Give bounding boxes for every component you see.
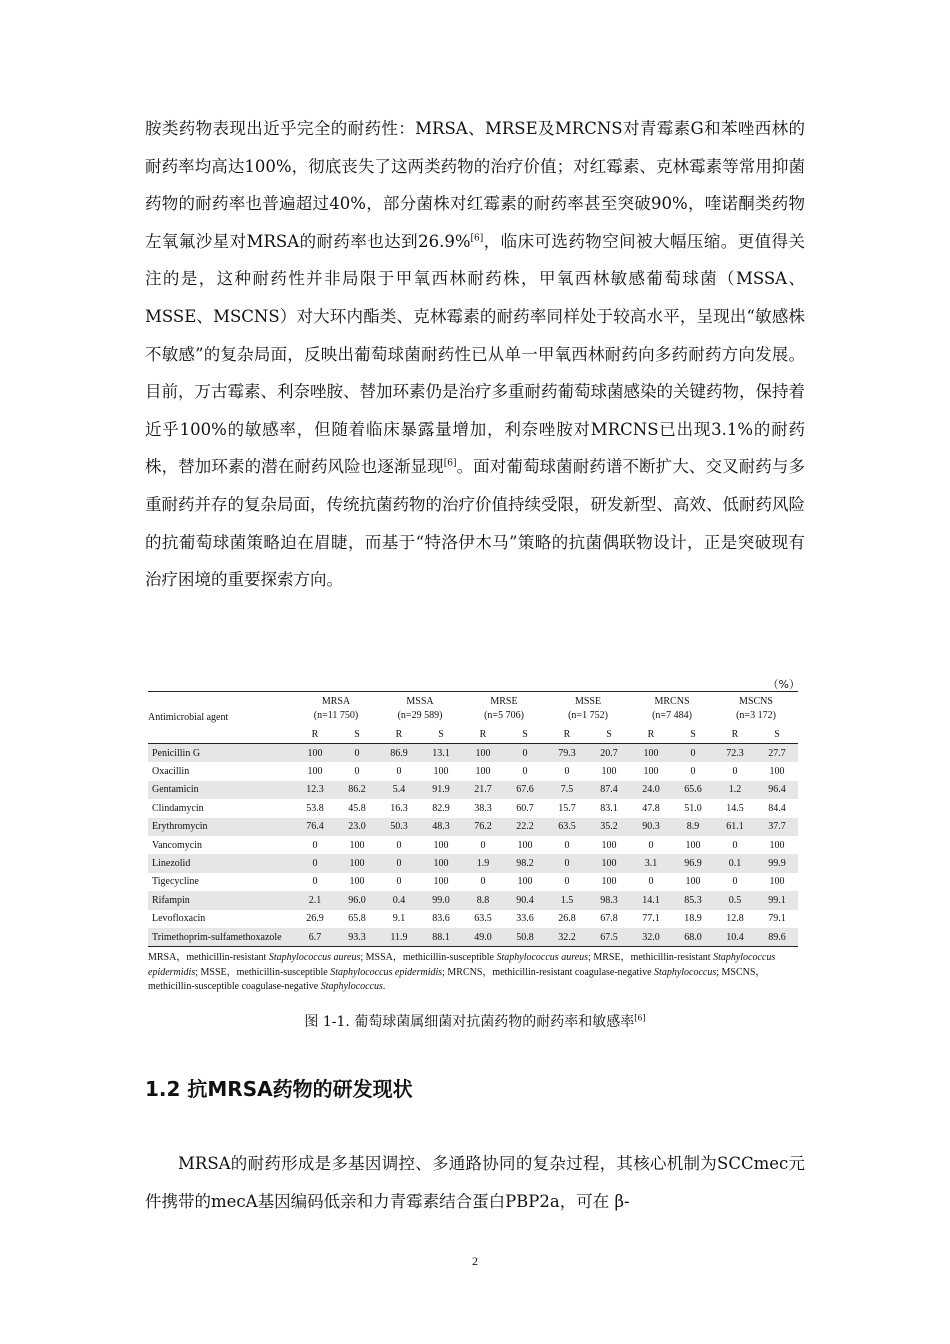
resistance-rate-cell: 0 <box>546 854 588 872</box>
susceptibility-rate-cell: 88.1 <box>420 928 462 947</box>
susceptibility-rate-cell: 100 <box>433 876 449 888</box>
susceptibility-rate-cell: 99.1 <box>756 891 798 909</box>
susceptibility-rate-cell: 51.0 <box>684 802 702 814</box>
resistance-rate-cell: 7.5 <box>546 781 588 799</box>
susceptibility-rate-cell: 100 <box>769 766 785 778</box>
group-header: MRSA (n=11 750) <box>313 696 359 721</box>
resistance-rate-cell: 63.5 <box>474 913 492 925</box>
susceptibility-rate-cell: 96.9 <box>672 854 714 872</box>
susceptibility-rate-cell: 20.7 <box>588 744 630 763</box>
susceptibility-rate-cell: 67.5 <box>588 928 630 947</box>
resistance-rate-cell: 0.4 <box>378 891 420 909</box>
resistance-rate-cell: 10.4 <box>714 928 756 947</box>
resistance-rate-cell: 0 <box>732 839 738 851</box>
figure-caption: 图 1-1. 葡萄球菌属细菌对抗菌药物的耐药率和敏感率[6] <box>304 1013 646 1030</box>
citation-ref[interactable]: [6] <box>443 458 457 469</box>
resistance-rate-cell: 3.1 <box>630 854 672 872</box>
resistance-rate-cell: 72.3 <box>714 744 756 763</box>
resistance-rate-cell: 0 <box>480 839 486 851</box>
resistance-rate-cell: 100 <box>643 766 659 778</box>
susceptibility-rate-cell: 100 <box>685 839 701 851</box>
susceptibility-rate-cell: 23.0 <box>336 818 378 836</box>
susceptibility-rate-cell: 65.8 <box>348 913 366 925</box>
resistance-rate-cell: 6.7 <box>294 928 336 947</box>
resistance-rate-cell: 1.9 <box>462 854 504 872</box>
r-header: R <box>378 726 420 744</box>
agent-name: Erythromycin <box>148 818 294 836</box>
table-row <box>148 744 798 763</box>
susceptibility-rate-cell: 98.3 <box>588 891 630 909</box>
table-unit: （%） <box>767 678 800 691</box>
agent-name: Trimethoprim-sulfamethoxazole <box>148 928 294 947</box>
paragraph-text: 胺类药物表现出近乎完全的耐药性：MRSA、MRSE及MRCNS对青霉素G和苯唑西林的耐药率均高达100%，彻底丧失了这两类药物的治疗价值；对红霉素、克林霉素等常用抑菌药物的耐药率也普遍超过40%，部分菌株对红霉素的耐药率甚至突破90%，喹诺酮类药物左氧氟沙星对MRSA的耐药率也达到26.9% <box>145 119 805 251</box>
s-header: S <box>588 726 630 744</box>
resistance-rate-cell: 77.1 <box>642 913 660 925</box>
table-row <box>148 854 798 872</box>
resistance-rate-cell: 0 <box>396 766 402 778</box>
agent-name: Linezolid <box>148 854 294 872</box>
susceptibility-rate-cell: 100 <box>601 766 617 778</box>
resistance-rate-cell: 76.4 <box>294 818 336 836</box>
resistance-rate-cell: 86.9 <box>378 744 420 763</box>
citation-ref[interactable]: [6] <box>470 233 484 244</box>
susceptibility-rate-cell: 100 <box>517 876 533 888</box>
resistance-rate-cell: 26.9 <box>306 913 324 925</box>
resistance-rate-cell: 26.8 <box>558 913 576 925</box>
resistance-rate-cell: 53.8 <box>306 802 324 814</box>
susceptibility-rate-cell: 8.9 <box>672 818 714 836</box>
susceptibility-rate-cell: 50.8 <box>504 928 546 947</box>
susceptibility-rate-cell: 100 <box>685 876 701 888</box>
resistance-rate-cell: 21.7 <box>462 781 504 799</box>
susceptibility-rate-cell: 37.7 <box>756 818 798 836</box>
susceptibility-rate-cell: 22.2 <box>504 818 546 836</box>
resistance-rate-cell: 1.2 <box>714 781 756 799</box>
paragraph-text: 。面对葡萄球菌耐药谱不断扩大、交叉耐药与多重耐药并存的复杂局面，传统抗菌药物的治疗价值持续受限，研发新型、高效、低耐药风险的抗葡萄球菌策略迫在眉睫，而基于“特洛伊木马”策略的抗菌偶联物设计，正是突破现有治疗困境的重要探索方向。 <box>145 457 806 590</box>
r-header: R <box>546 726 588 744</box>
resistance-rate-cell: 11.9 <box>378 928 420 947</box>
agent-name: Rifampin <box>148 891 294 909</box>
agent-name: Levofloxacin <box>152 913 206 925</box>
susceptibility-rate-cell: 35.2 <box>588 818 630 836</box>
agent-column-header: Antimicrobial agent <box>148 692 294 744</box>
resistance-rate-cell: 15.7 <box>558 802 576 814</box>
susceptibility-rate-cell: 100 <box>349 839 365 851</box>
susceptibility-rate-cell: 83.6 <box>432 913 450 925</box>
resistance-rate-cell: 12.3 <box>294 781 336 799</box>
resistance-rate-cell: 0 <box>648 876 654 888</box>
susceptibility-rate-cell: 0 <box>354 766 360 778</box>
group-header: MRCNS (n=7 484) <box>652 696 692 721</box>
susceptibility-rate-cell: 99.0 <box>420 891 462 909</box>
resistance-rate-cell: 12.8 <box>726 913 744 925</box>
resistance-rate-cell: 100 <box>462 744 504 763</box>
resistance-rate-cell: 100 <box>307 766 323 778</box>
resistance-rate-cell: 0 <box>564 839 570 851</box>
resistance-rate-cell: 0 <box>732 766 738 778</box>
r-header: R <box>294 726 336 744</box>
susceptibility-rate-cell: 33.6 <box>516 913 534 925</box>
susceptibility-rate-cell: 91.9 <box>420 781 462 799</box>
resistance-rate-cell: 0 <box>480 876 486 888</box>
susceptibility-rate-cell: 100 <box>517 839 533 851</box>
susceptibility-rate-cell: 45.8 <box>348 802 366 814</box>
susceptibility-rate-cell: 0 <box>690 766 696 778</box>
susceptibility-rate-cell: 67.8 <box>600 913 618 925</box>
resistance-rate-cell: 76.2 <box>462 818 504 836</box>
susceptibility-rate-cell: 86.2 <box>336 781 378 799</box>
table-row <box>148 799 798 817</box>
resistance-rate-cell: 0 <box>312 876 318 888</box>
susceptibility-rate-cell: 13.1 <box>420 744 462 763</box>
agent-name: Vancomycin <box>152 839 202 851</box>
resistance-rate-cell: 32.2 <box>546 928 588 947</box>
susceptibility-rate-cell: 96.0 <box>336 891 378 909</box>
r-header: R <box>462 726 504 744</box>
resistance-rate-cell: 0 <box>294 854 336 872</box>
group-header: MSSA (n=29 589) <box>397 696 443 721</box>
susceptibility-rate-cell: 87.4 <box>588 781 630 799</box>
susceptibility-rate-cell: 100 <box>588 854 630 872</box>
resistance-rate-cell: 50.3 <box>378 818 420 836</box>
table-row <box>148 928 798 947</box>
resistance-rate-cell: 1.5 <box>546 891 588 909</box>
resistance-rate-cell: 0.1 <box>714 854 756 872</box>
agent-name: Clindamycin <box>152 802 204 814</box>
susceptibility-rate-cell: 90.4 <box>504 891 546 909</box>
susceptibility-rate-cell: 68.0 <box>672 928 714 947</box>
resistance-rate-cell: 0 <box>396 876 402 888</box>
resistance-rate-cell: 0 <box>564 766 570 778</box>
susceptibility-rate-cell: 79.1 <box>768 913 786 925</box>
resistance-rate-cell: 8.8 <box>462 891 504 909</box>
resistance-rate-cell: 47.8 <box>642 802 660 814</box>
resistance-rate-cell: 63.5 <box>546 818 588 836</box>
agent-name: Oxacillin <box>152 766 190 778</box>
susceptibility-rate-cell: 98.2 <box>504 854 546 872</box>
susceptibility-rate-cell: 100 <box>433 839 449 851</box>
susceptibility-rate-cell: 67.6 <box>504 781 546 799</box>
table-row <box>148 891 798 909</box>
s-header: S <box>420 726 462 744</box>
resistance-rate-cell: 0 <box>648 839 654 851</box>
resistance-rate-cell: 79.3 <box>546 744 588 763</box>
body-paragraph <box>145 110 805 599</box>
resistance-rate-cell: 0 <box>378 854 420 872</box>
resistance-rate-cell: 100 <box>294 744 336 763</box>
resistance-rate-cell: 0 <box>396 839 402 851</box>
susceptibility-rate-cell: 18.9 <box>684 913 702 925</box>
susceptibility-rate-cell: 0 <box>504 744 546 763</box>
s-header: S <box>504 726 546 744</box>
agent-name: Gentamicin <box>148 781 294 799</box>
paragraph-text: ，临床可选药物空间被大幅压缩。更值得关注的是，这种耐药性并非局限于甲氧西林耐药株，甲氧西林敏感葡萄球菌（MSSA、MSSE、MSCNS）对大环内酯类、克林霉素的耐药率同样处于较高水平，呈现出“敏感株不敏感”的复杂局面，反映出葡萄球菌耐药性已从单一甲氧西林耐药向多药耐药方向发展。目前，万古霉素、利奈唑胺、替加环素仍是治疗多重耐药葡萄球菌感染的关键药物，保持着近乎100%的敏感率，但随着临床暴露量增加，利奈唑胺对MRCNS已出现3.1%的耐药株，替加环素的潜在耐药风险也逐渐显现 <box>145 231 805 477</box>
susceptibility-rate-cell: 0 <box>672 744 714 763</box>
table-body <box>148 744 798 947</box>
resistance-rate-cell: 16.3 <box>390 802 408 814</box>
paragraph-text: MRSA的耐药形成是多基因调控、多通路协同的复杂过程，其核心机制为SCCmec元件携带的mecA基因编码低亲和力青霉素结合蛋白PBP2a，可在 β- <box>145 1154 805 1211</box>
susceptibility-rate-cell: 27.7 <box>756 744 798 763</box>
citation-ref[interactable]: [6] <box>634 1013 646 1023</box>
resistance-rate-cell: 100 <box>630 744 672 763</box>
susceptibility-rate-cell: 100 <box>769 876 785 888</box>
resistance-rate-cell: 0 <box>564 876 570 888</box>
resistance-rate-cell: 5.4 <box>378 781 420 799</box>
agent-name: Penicillin G <box>148 744 294 763</box>
susceptibility-rate-cell: 100 <box>349 876 365 888</box>
susceptibility-rate-cell: 100 <box>769 839 785 851</box>
s-header: S <box>336 726 378 744</box>
susceptibility-rate-cell: 60.7 <box>516 802 534 814</box>
resistance-rate-cell: 24.0 <box>630 781 672 799</box>
group-header: MSCNS (n=3 172) <box>736 696 776 721</box>
resistance-rate-cell: 32.0 <box>630 928 672 947</box>
resistance-rate-cell: 0 <box>312 839 318 851</box>
susceptibility-rate-cell: 93.3 <box>336 928 378 947</box>
agent-name: Tigecycline <box>152 876 199 888</box>
resistance-table <box>148 691 798 947</box>
table-group-header <box>148 692 798 727</box>
susceptibility-rate-cell: 100 <box>336 854 378 872</box>
r-header: R <box>714 726 756 744</box>
body-paragraph <box>145 1145 805 1220</box>
page-number: 2 <box>472 1254 478 1268</box>
section-heading: 1.2 抗MRSA药物的研发现状 <box>145 1077 413 1101</box>
susceptibility-rate-cell: 100 <box>601 839 617 851</box>
susceptibility-rate-cell: 96.4 <box>756 781 798 799</box>
table-row <box>148 818 798 836</box>
susceptibility-rate-cell: 0 <box>522 766 528 778</box>
table-row <box>148 836 798 854</box>
table-footnote: MRSA，methicillin-resistant Staphylococcus aureus; MSSA，methicillin-susceptible Staphylococcus aureus; MRSE，methicillin-resistant Staphylococcus epidermidis; MSSE，methicillin-susceptible Staphylococcus epidermidis; MRCNS，methicillin-resistant coagulase-negative Staphylococcus; MSCNS，methicillin-susceptible coagulase-negative Staphylococcus. <box>148 952 776 992</box>
susceptibility-rate-cell: 89.6 <box>756 928 798 947</box>
table-row <box>148 910 798 928</box>
resistance-rate-cell: 9.1 <box>392 913 406 925</box>
resistance-rate-cell: 14.1 <box>630 891 672 909</box>
susceptibility-rate-cell: 100 <box>420 854 462 872</box>
susceptibility-rate-cell: 85.3 <box>672 891 714 909</box>
susceptibility-rate-cell: 48.3 <box>420 818 462 836</box>
susceptibility-rate-cell: 65.6 <box>672 781 714 799</box>
susceptibility-rate-cell: 84.4 <box>768 802 786 814</box>
resistance-rate-cell: 38.3 <box>474 802 492 814</box>
s-header: S <box>672 726 714 744</box>
group-header: MSSE (n=1 752) <box>568 696 608 721</box>
resistance-rate-cell: 0 <box>732 876 738 888</box>
susceptibility-rate-cell: 100 <box>433 766 449 778</box>
resistance-rate-cell: 90.3 <box>630 818 672 836</box>
susceptibility-rate-cell: 83.1 <box>600 802 618 814</box>
table-row <box>148 873 798 891</box>
table-row <box>148 762 798 780</box>
susceptibility-rate-cell: 82.9 <box>432 802 450 814</box>
susceptibility-rate-cell: 0 <box>336 744 378 763</box>
resistance-rate-cell: 14.5 <box>726 802 744 814</box>
table-row <box>148 781 798 799</box>
resistance-rate-cell: 2.1 <box>294 891 336 909</box>
resistance-rate-cell: 49.0 <box>462 928 504 947</box>
resistance-rate-cell: 61.1 <box>714 818 756 836</box>
s-header: S <box>756 726 798 744</box>
r-header: R <box>630 726 672 744</box>
resistance-rate-cell: 0.5 <box>714 891 756 909</box>
group-header: MRSE (n=5 706) <box>484 696 524 721</box>
susceptibility-rate-cell: 99.9 <box>756 854 798 872</box>
susceptibility-rate-cell: 100 <box>601 876 617 888</box>
resistance-rate-cell: 100 <box>475 766 491 778</box>
